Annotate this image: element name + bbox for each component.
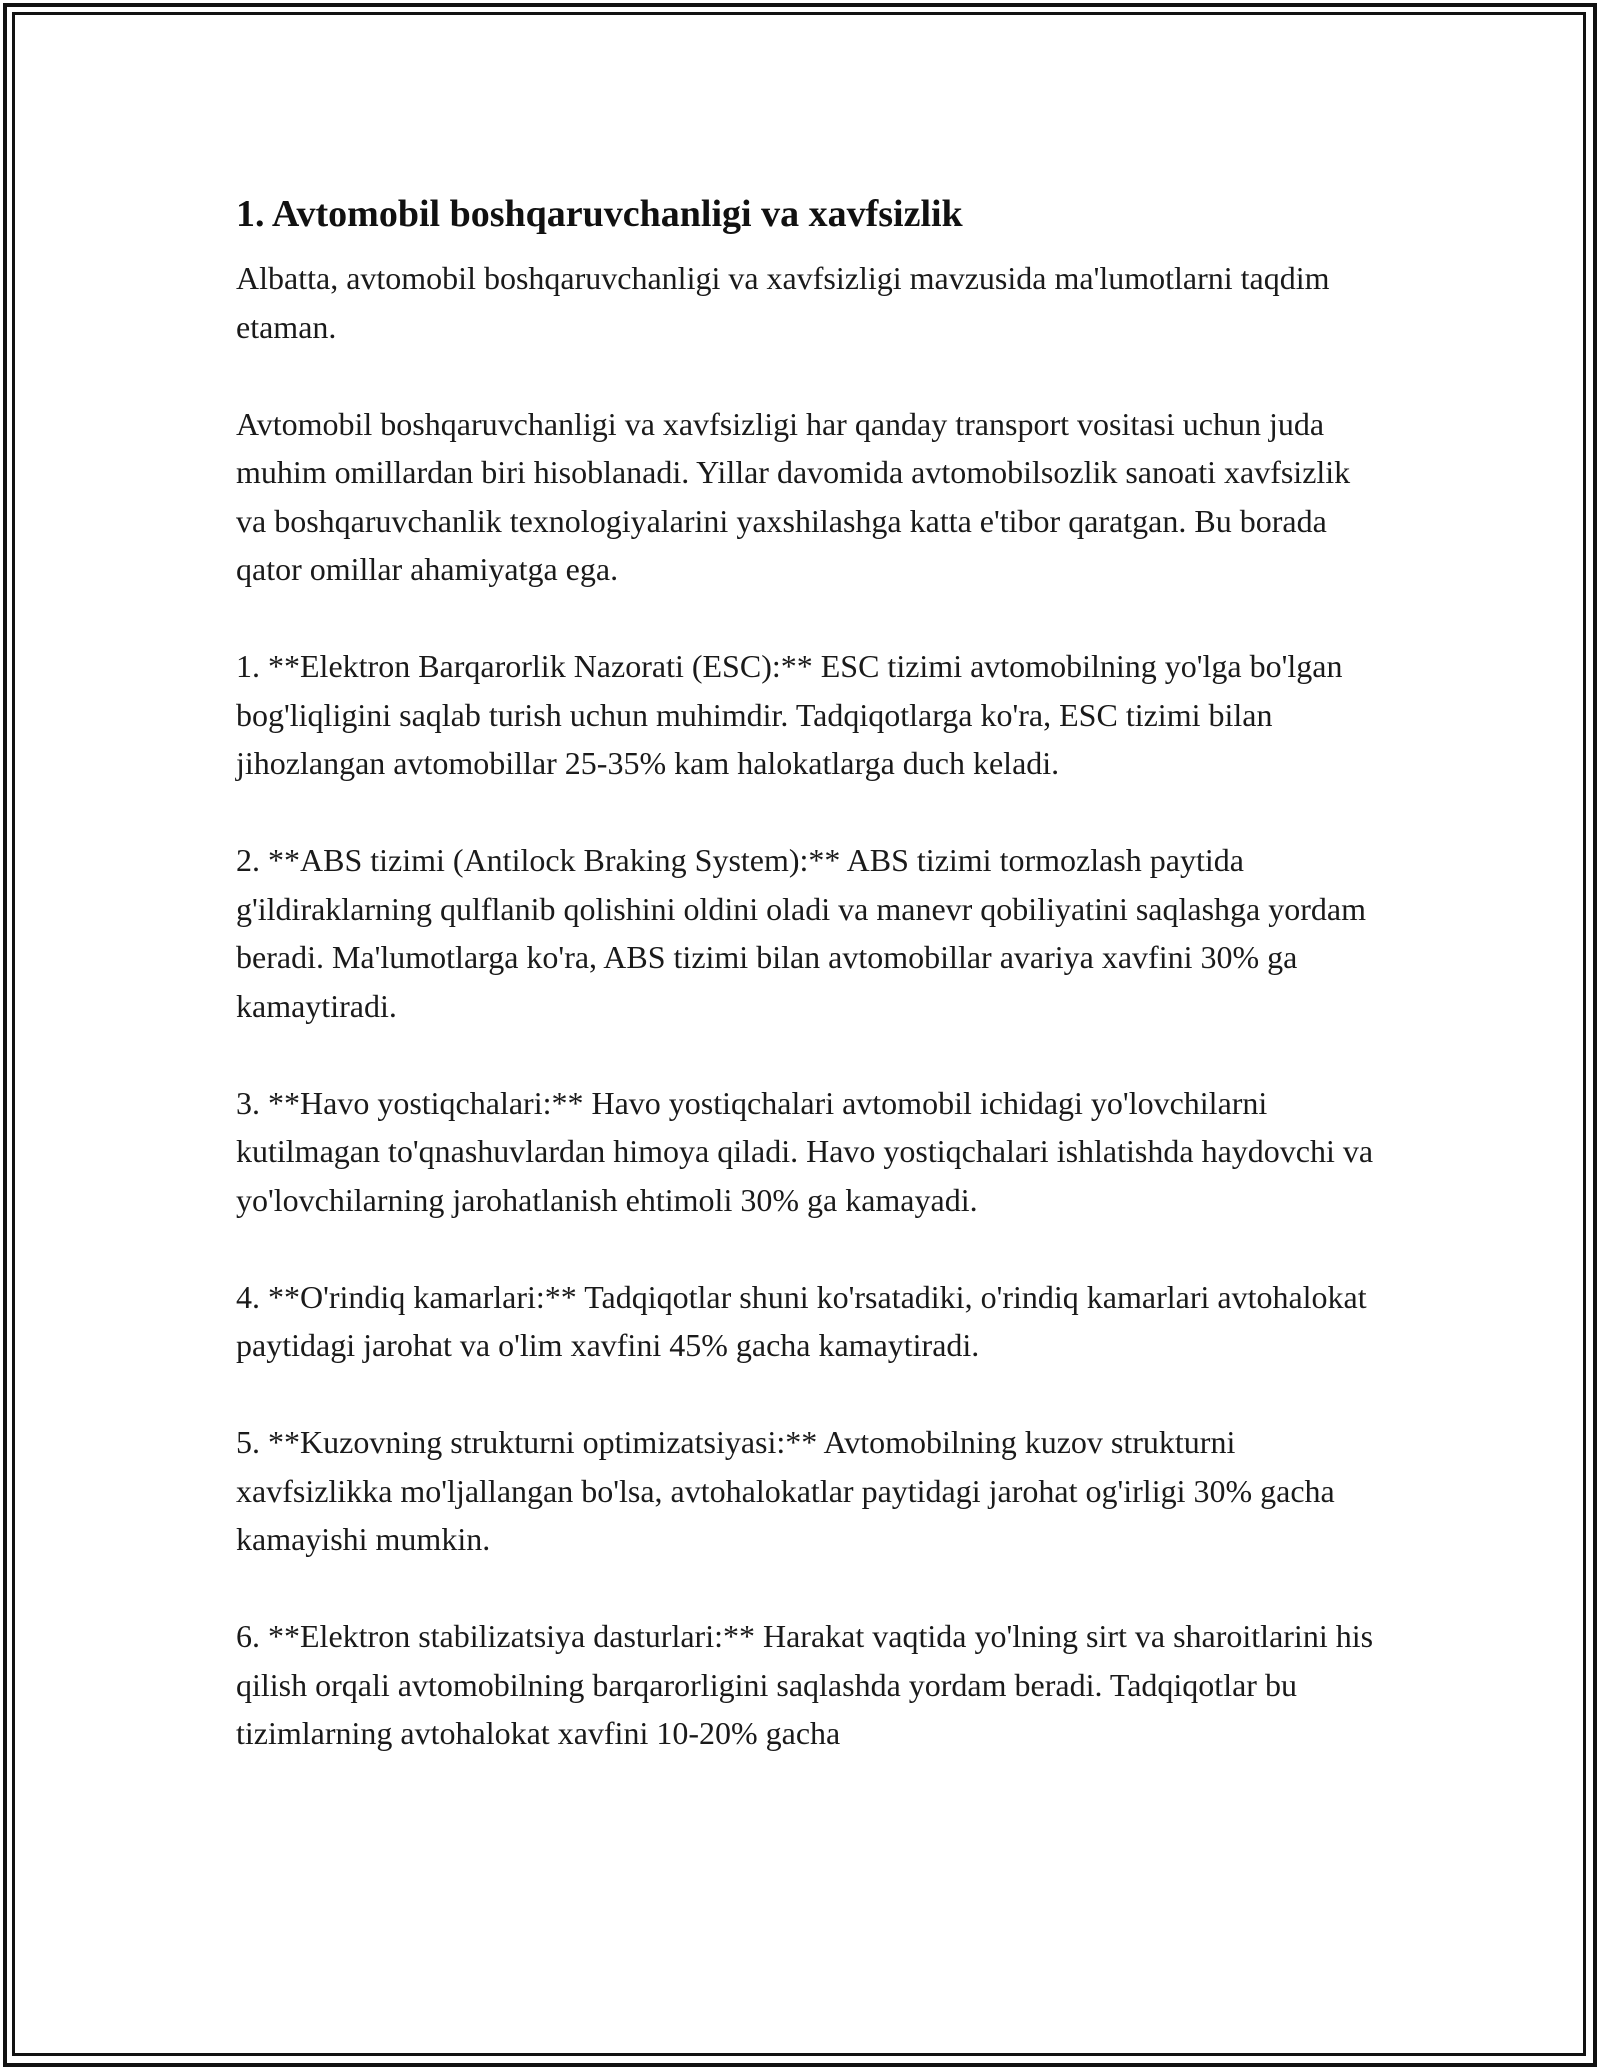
paragraph-item-airbags: 3. **Havo yostiqchalari:** Havo yostiqchalari avtomobil ichidagi yo'lovchilarni kutilmagan to'qnashuvlardan himoya qiladi. Havo yostiqchalari ishlatishda haydovchi va yo'lovchilarning jarohatlanish ehtimoli 30% ga kamayadi. bbox=[236, 1084, 1374, 1218]
document-title: 1. Avtomobil boshqaruvchanligi va xavfsizlik bbox=[236, 193, 963, 235]
paragraph-intro: Albatta, avtomobil boshqaruvchanligi va xavfsizligi mavzusida ma'lumotlarni taqdim etaman. bbox=[236, 260, 1330, 345]
paragraph-item-seatbelts: 4. **O'rindiq kamarlari:** Tadqiqotlar shuni ko'rsatadiki, o'rindiq kamarlari avtohalokat paytidagi jarohat va o'lim xavfini 45% gacha kamaytiradi. bbox=[236, 1278, 1367, 1363]
paragraph-item-esc: 1. **Elektron Barqarorlik Nazorati (ESC):** ESC tizimi avtomobilning yo'lga bo'lgan bog'liqligini saqlab turish uchun muhimdir. Tadqiqotlarga ko'ra, ESC tizimi bilan jihozlangan avtomobillar 25-35% kam halokatlarga duch keladi. bbox=[236, 648, 1343, 781]
paragraph-item-body-structure: 5. **Kuzovning strukturni optimizatsiyasi:** Avtomobilning kuzov strukturni xavfsizlikka mo'ljallangan bo'lsa, avtohalokatlar paytidagi jarohat og'irligi 30% gacha kamayishi mumkin. bbox=[236, 1424, 1335, 1557]
document-body bbox=[236, 186, 1376, 1806]
paragraph-item-stabilization: 6. **Elektron stabilizatsiya dasturlari:** Harakat vaqtida yo'lning sirt va sharoitlarini his qilish orqali avtomobilning barqarorligini saqlashda yordam beradi. Tadqiqotlar bu tizimlarning avtohalokat xavfini 10-20% gacha bbox=[236, 1618, 1374, 1751]
paragraph-item-abs: 2. **ABS tizimi (Antilock Braking System):** ABS tizimi tormozlash paytida g'ildiraklarning qulflanib qolishini oldini oladi va manevr qobiliyatini saqlashga yordam beradi. Ma'lumotlarga ko'ra, ABS tizimi bilan avtomobillar avariya xavfini 30% ga kamaytiradi. bbox=[236, 842, 1366, 1024]
paragraph-overview: Avtomobil boshqaruvchanligi va xavfsizligi har qanday transport vositasi uchun juda muhim omillardan biri hisoblanadi. Yillar davomida avtomobilsozlik sanoati xavfsizlik va boshqaruvchanlik texnologiyalarini yaxshilashga katta e'tibor qaratgan. Bu borada qator omillar ahamiyatga ega. bbox=[236, 405, 1351, 587]
